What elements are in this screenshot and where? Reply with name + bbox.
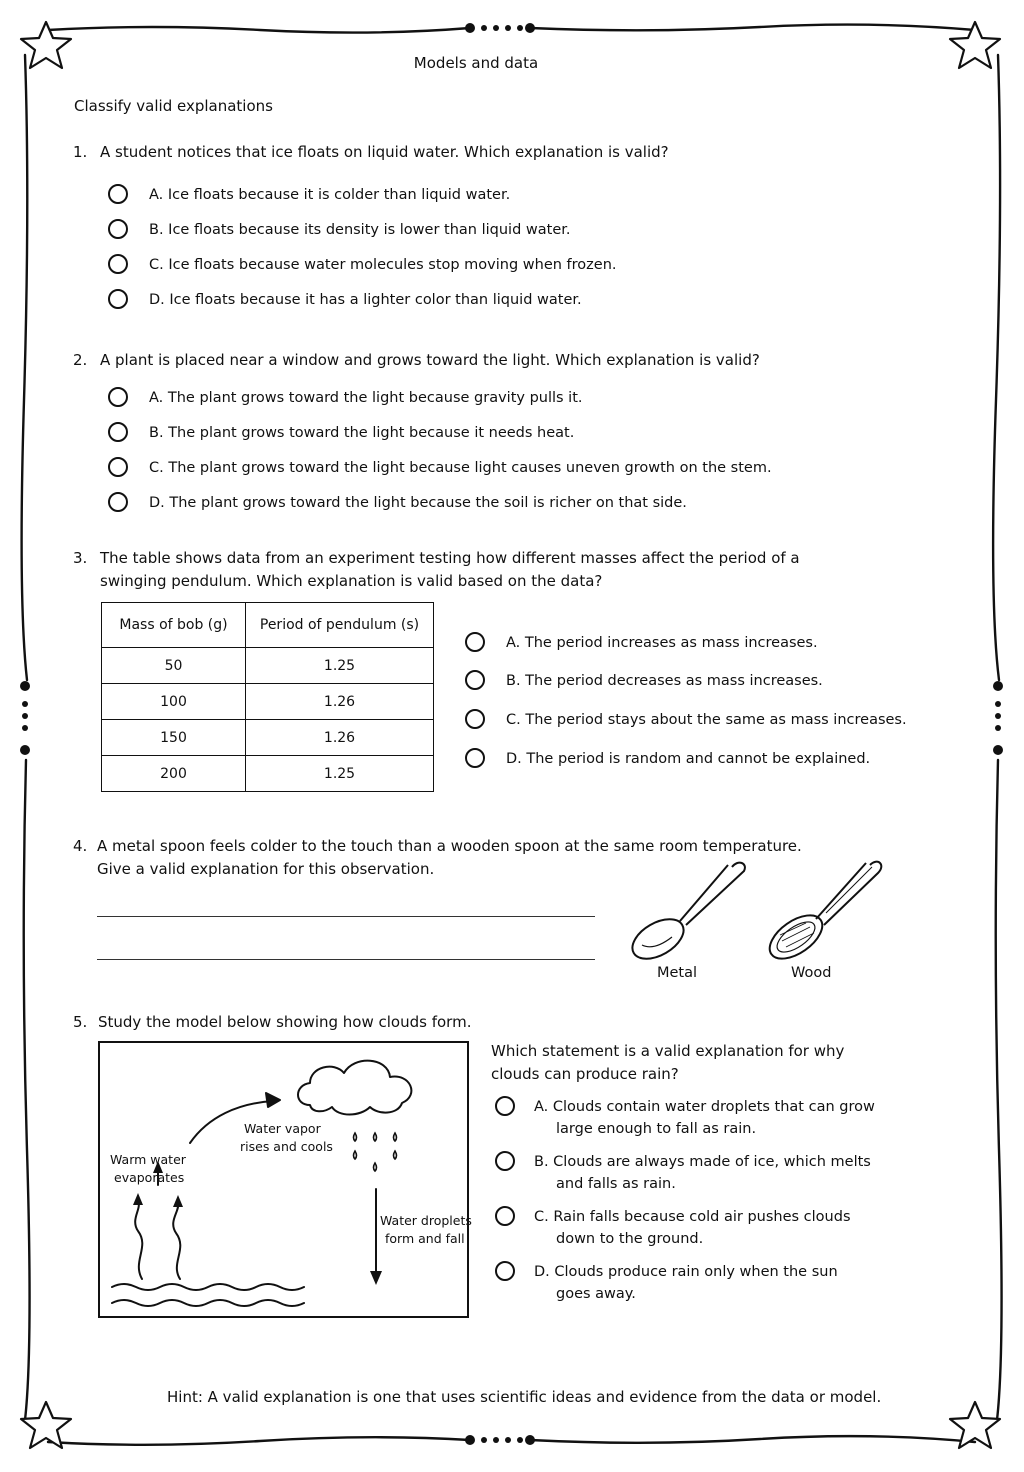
hint-text: Hint: A valid explanation is one that uses scientific ideas and evidence from the data or model.	[167, 1388, 882, 1406]
q1-radio-b[interactable]	[108, 219, 128, 239]
pendulum-data-table	[101, 602, 434, 792]
q2-radio-b[interactable]	[108, 422, 128, 442]
spoon-illustration	[620, 855, 900, 965]
q3-radio-d[interactable]	[465, 748, 485, 768]
q2-radio-d[interactable]	[108, 492, 128, 512]
q5-option-c-line1: C. Rain falls because cold air pushes clouds	[534, 1209, 851, 1225]
table-cell-mass: 200	[102, 756, 246, 792]
q5-prompt-line2: clouds can produce rain?	[491, 1065, 679, 1083]
q5-radio-d[interactable]	[495, 1261, 515, 1281]
table-cell-period: 1.25	[246, 648, 434, 684]
table-cell-mass: 50	[102, 648, 246, 684]
table-row	[102, 720, 434, 756]
label-rises-cools: rises and cools	[240, 1139, 333, 1154]
q1-text: A student notices that ice floats on liquid water. Which explanation is valid?	[100, 143, 669, 161]
q2-option-b: B. The plant grows toward the light because it needs heat.	[149, 425, 575, 441]
q2-number: 2.	[73, 351, 88, 369]
q1-option-c: C. Ice floats because water molecules stop moving when frozen.	[149, 257, 617, 273]
q5-radio-b[interactable]	[495, 1151, 515, 1171]
q5-option-d-line1: D. Clouds produce rain only when the sun	[534, 1264, 838, 1280]
q5-option-b-line1: B. Clouds are always made of ice, which melts	[534, 1154, 871, 1170]
table-row	[102, 684, 434, 720]
q1-option-a: A. Ice floats because it is colder than liquid water.	[149, 187, 511, 203]
table-row	[102, 648, 434, 684]
q2-radio-c[interactable]	[108, 457, 128, 477]
q5-number: 5.	[73, 1013, 88, 1031]
q5-radio-c[interactable]	[495, 1206, 515, 1226]
answer-line[interactable]	[97, 916, 595, 917]
q5-option-a-line1: A. Clouds contain water droplets that can grow	[534, 1099, 875, 1115]
table-cell-period: 1.25	[246, 756, 434, 792]
q5-option-a-line2: large enough to fall as rain.	[556, 1121, 757, 1137]
q5-option-b-line2: and falls as rain.	[556, 1176, 676, 1192]
label-evaporates: evaporates	[114, 1170, 185, 1185]
table-cell-mass: 150	[102, 720, 246, 756]
q3-radio-b[interactable]	[465, 670, 485, 690]
q1-number: 1.	[73, 143, 88, 161]
q2-option-a: A. The plant grows toward the light because gravity pulls it.	[149, 390, 583, 406]
spoon-label-wood: Wood	[791, 965, 832, 981]
q1-radio-a[interactable]	[108, 184, 128, 204]
q4-number: 4.	[73, 837, 88, 855]
q5-radio-a[interactable]	[495, 1096, 515, 1116]
q4-text-line2: Give a valid explanation for this observation.	[97, 860, 435, 878]
q3-option-b: B. The period decreases as mass increases.	[506, 673, 823, 689]
table-header-mass: Mass of bob (g)	[102, 603, 246, 648]
q1-radio-d[interactable]	[108, 289, 128, 309]
q1-radio-c[interactable]	[108, 254, 128, 274]
q2-radio-a[interactable]	[108, 387, 128, 407]
answer-line[interactable]	[97, 959, 595, 960]
label-warm-water: Warm water	[110, 1152, 186, 1167]
q3-option-a: A. The period increases as mass increases.	[506, 635, 818, 651]
q2-text: A plant is placed near a window and grows toward the light. Which explanation is valid?	[100, 351, 760, 369]
q3-radio-a[interactable]	[465, 632, 485, 652]
q3-number: 3.	[73, 549, 88, 567]
table-header-period: Period of pendulum (s)	[246, 603, 434, 648]
q2-option-c: C. The plant grows toward the light because light causes uneven growth on the stem.	[149, 460, 772, 476]
table-cell-period: 1.26	[246, 684, 434, 720]
label-water-droplets: Water droplets	[380, 1213, 472, 1228]
q5-prompt-line1: Which statement is a valid explanation for why	[491, 1042, 845, 1060]
q3-text-line1: The table shows data from an experiment testing how different masses affect the period of a	[100, 549, 800, 567]
q5-text: Study the model below showing how clouds form.	[98, 1013, 472, 1031]
table-cell-mass: 100	[102, 684, 246, 720]
section-heading: Classify valid explanations	[74, 97, 273, 115]
q3-radio-c[interactable]	[465, 709, 485, 729]
q3-text-line2: swinging pendulum. Which explanation is valid based on the data?	[100, 572, 603, 590]
spoon-label-metal: Metal	[657, 965, 698, 981]
q1-option-d: D. Ice floats because it has a lighter color than liquid water.	[149, 292, 582, 308]
label-water-vapor: Water vapor	[244, 1121, 321, 1136]
q5-option-d-line2: goes away.	[556, 1286, 636, 1302]
table-cell-period: 1.26	[246, 720, 434, 756]
label-form-fall: form and fall	[385, 1231, 465, 1246]
q4-text-line1: A metal spoon feels colder to the touch than a wooden spoon at the same room temperature.	[97, 837, 802, 855]
q5-option-c-line2: down to the ground.	[556, 1231, 704, 1247]
table-row	[102, 756, 434, 792]
q3-option-c: C. The period stays about the same as mass increases.	[506, 712, 907, 728]
q1-option-b: B. Ice floats because its density is lower than liquid water.	[149, 222, 571, 238]
q3-option-d: D. The period is random and cannot be explained.	[506, 751, 871, 767]
page-title: Models and data	[413, 54, 539, 72]
q2-option-d: D. The plant grows toward the light because the soil is richer on that side.	[149, 495, 687, 511]
